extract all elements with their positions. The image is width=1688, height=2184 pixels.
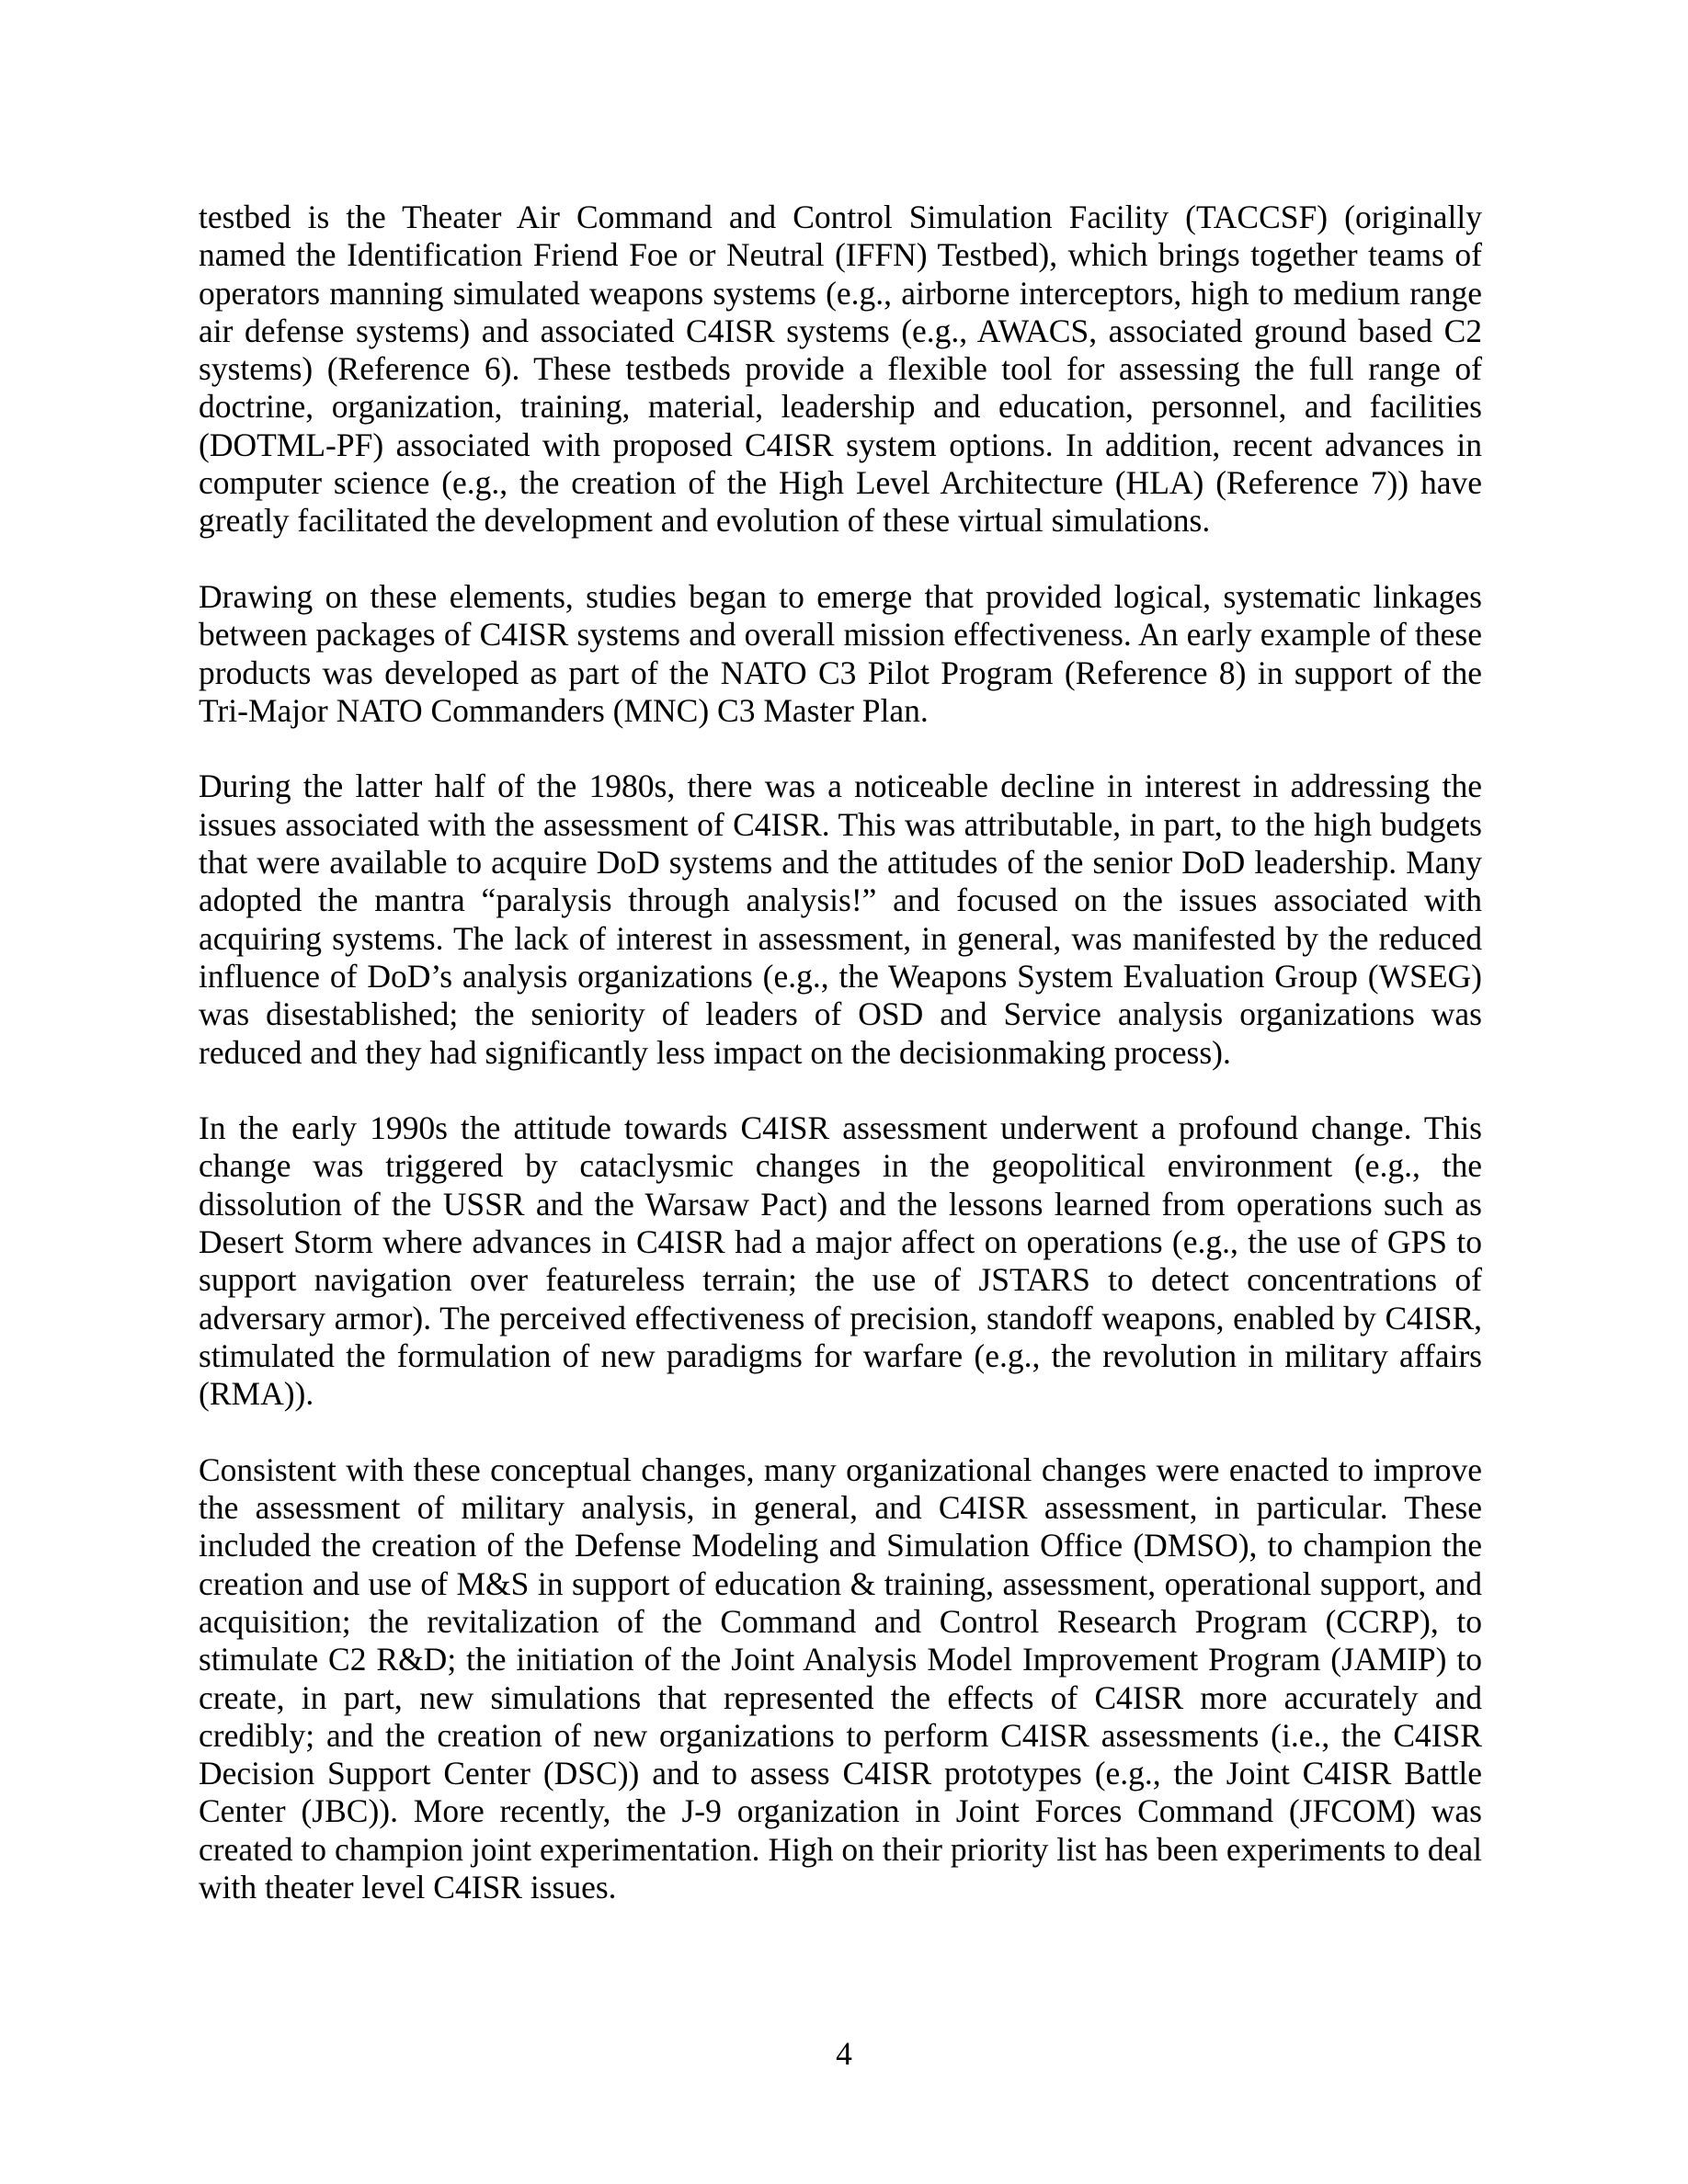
paragraph-1990s-change: In the early 1990s the attitude towards C4ISR assessment underwent a profound change. This change was triggered by cataclysmic changes in the geopolitical environment (e.g., the dissolution of the USSR and the Warsaw Pact) and the lessons learned from operations such as Desert Storm where advances in C4ISR had a major affect on operations (e.g., the use of GPS to support navigation over featureless terrain; the use of JSTARS to detect concentrations of adversary armor). The perceived effectiveness of precision, standoff weapons, enabled by C4ISR, stimulated the formulation of new paradigms for warfare (e.g., the revolution in military affairs (RMA)).	[199, 1109, 1482, 1413]
paragraph-organizational-changes: Consistent with these conceptual changes, many organizational changes were enacted to improve the assessment of military analysis, in general, and C4ISR assessment, in particular. These included the creation of the Defense Modeling and Simulation Office (DMSO), to champion the creation and use of M&S in support of education & training, assessment, operational support, and acquisition; the revitalization of the Command and Control Research Program (CCRP), to stimulate C2 R&D; the initiation of the Joint Analysis Model Improvement Program (JAMIP) to create, in part, new simulations that represented the effects of C4ISR more accurately and credibly; and the creation of new organizations to perform C4ISR assessments (i.e., the C4ISR Decision Support Center (DSC)) and to assess C4ISR prototypes (e.g., the Joint C4ISR Battle Center (JBC)). More recently, the J-9 organization in Joint Forces Command (JFCOM) was created to champion joint experimentation. High on their priority list has been experiments to deal with theater level C4ISR issues.	[199, 1450, 1482, 1906]
paragraph-testbeds: testbed is the Theater Air Command and Control Simulation Facility (TACCSF) (originally named the Identification Friend Foe or Neutral (IFFN) Testbed), which brings together teams of operators manning simulated weapons systems (e.g., airborne interceptors, high to medium range air defense systems) and associated C4ISR systems (e.g., AWACS, associated ground based C2 systems) (Reference 6). These testbeds provide a flexible tool for assessing the full range of doctrine, organization, training, material, leadership and education, personnel, and facilities (DOTML-PF) associated with proposed C4ISR system options. In addition, recent advances in computer science (e.g., the creation of the High Level Architecture (HLA) (Reference 7)) have greatly facilitated the development and evolution of these virtual simulations.	[199, 199, 1482, 540]
paragraph-early-studies: Drawing on these elements, studies began to emerge that provided logical, systematic linkages between packages of C4ISR systems and overall mission effectiveness. An early example of these products was developed as part of the NATO C3 Pilot Program (Reference 8) in support of the Tri-Major NATO Commanders (MNC) C3 Master Plan.	[199, 577, 1482, 729]
page-number: 4	[836, 2035, 852, 2072]
body-text	[199, 199, 1482, 1945]
paragraph-1980s-decline: During the latter half of the 1980s, there was a noticeable decline in interest in addressing the issues associated with the assessment of C4ISR. This was attributable, in part, to the high budgets that were available to acquire DoD systems and the attitudes of the senior DoD leadership. Many adopted the mantra “paralysis through analysis!” and focused on the issues associated with acquiring systems. The lack of interest in assessment, in general, was manifested by the reduced influence of DoD’s analysis organizations (e.g., the Weapons System Evaluation Group (WSEG) was disestablished; the seniority of leaders of OSD and Service analysis organizations was reduced and they had significantly less impact on the decisionmaking process).	[199, 768, 1482, 1071]
